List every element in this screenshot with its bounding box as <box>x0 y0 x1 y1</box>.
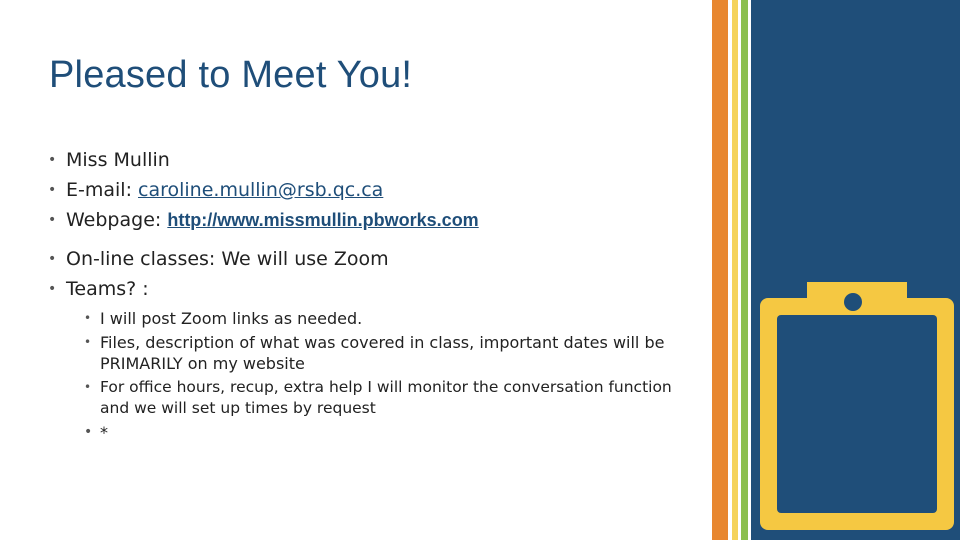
orange-stripe <box>712 0 728 540</box>
bullet-dot: • <box>48 182 57 198</box>
list-item-online-classes <box>48 244 708 274</box>
list-item-teams <box>48 274 708 304</box>
sub-bullet-list <box>84 308 694 443</box>
sub-item-text: For office hours, recup, extra help I will monitor the conversation function and we will set up times by request <box>100 378 672 417</box>
sub-list-item <box>84 332 694 374</box>
bullet-dot: • <box>84 311 92 325</box>
list-item-email <box>48 175 708 205</box>
sub-list-item <box>84 377 694 419</box>
bullet-dot: • <box>84 380 92 394</box>
page-title: Pleased to Meet You! <box>49 54 413 96</box>
email-link[interactable]: caroline.mullin@rsb.qc.ca <box>138 179 384 201</box>
webpage-link[interactable]: http://www.missmullin.pbworks.com <box>167 210 479 230</box>
sub-item-text: Files, description of what was covered in class, important dates will be PRIMARILY on my website <box>100 333 665 373</box>
teacher-name: Miss Mullin <box>66 149 170 171</box>
sub-item-text: * <box>100 423 108 442</box>
bullet-dot: • <box>84 335 92 349</box>
bullet-dot: • <box>48 251 57 267</box>
sub-list-item <box>84 308 694 329</box>
list-item-webpage <box>48 205 708 235</box>
clipboard-icon <box>757 282 957 534</box>
online-classes-text: On-line classes: We will use Zoom <box>66 248 389 270</box>
sub-list-item <box>84 422 694 443</box>
webpage-label: Webpage: <box>66 209 168 231</box>
bullet-dot: • <box>48 212 57 228</box>
sub-item-text: I will post Zoom links as needed. <box>100 309 363 328</box>
bullet-dot: • <box>48 281 57 297</box>
green-stripe <box>741 0 748 540</box>
bullet-dot: • <box>48 152 57 168</box>
list-item-name <box>48 145 708 175</box>
bullet-list <box>48 145 708 446</box>
teams-text: Teams? : <box>66 278 149 300</box>
bullet-dot: • <box>84 424 93 440</box>
email-label: E-mail: <box>66 179 139 201</box>
